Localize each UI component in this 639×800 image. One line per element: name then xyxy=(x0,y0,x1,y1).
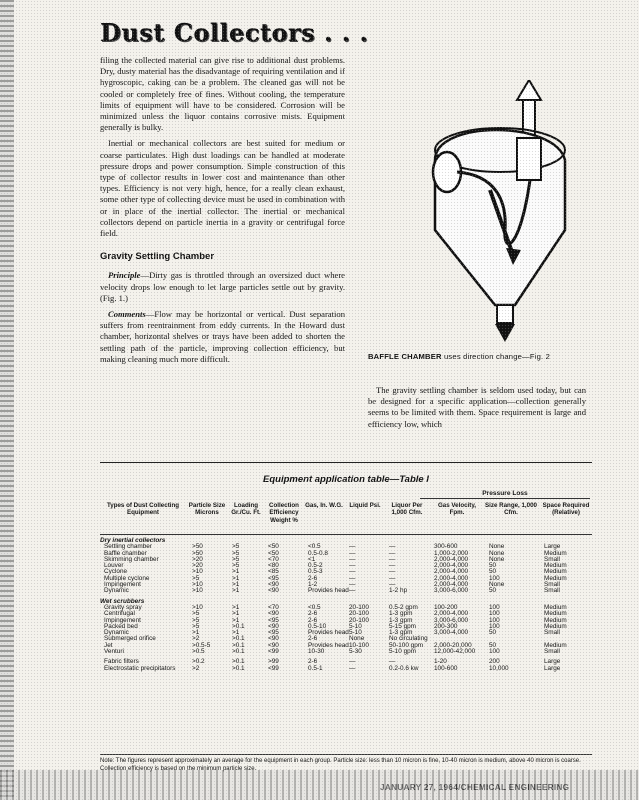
table-cell: 1,000-2,000 xyxy=(434,549,469,557)
hopper-outlet xyxy=(497,305,513,323)
table-cell: No circulating xyxy=(389,635,428,643)
table-cell: 2-6 xyxy=(308,658,318,666)
table-cell: <0.5 xyxy=(308,603,321,611)
table-cell: >50 xyxy=(192,549,203,557)
table-cell: 50-100 gpm xyxy=(389,641,424,649)
table-cell: Medium xyxy=(544,641,567,649)
table-cell: 3,000-6,000 xyxy=(434,587,469,595)
scan-edge-bottom xyxy=(0,770,639,800)
table-cell: >2 xyxy=(192,664,200,672)
table-cell: 100 xyxy=(489,622,500,630)
table-cell: — xyxy=(349,574,356,582)
table-cell: Provides head xyxy=(308,629,349,637)
table-cell: >10 xyxy=(192,581,203,589)
table-cell: Small xyxy=(544,587,560,595)
table-cell: <99 xyxy=(268,664,279,672)
table-cell: <80 xyxy=(268,562,279,570)
page-heading: Dust Collectors . . . xyxy=(100,18,369,47)
table-cell: <90 xyxy=(268,610,279,618)
table-cell: Medium xyxy=(544,568,567,576)
table-cell: >5 xyxy=(192,610,200,618)
table-cell: 0.5-1 xyxy=(308,664,323,672)
table-cell: >20 xyxy=(192,555,203,563)
table-cell: 50 xyxy=(489,568,497,576)
table-cell: <99 xyxy=(268,648,279,656)
table-cell: >10 xyxy=(192,587,203,595)
table-cell: 5-10 xyxy=(349,629,362,637)
table-cell: Centrifugal xyxy=(104,610,135,618)
column-header: Liquor Per 1,000 Cfm. xyxy=(391,502,423,517)
table-cell: 2,000-4,000 xyxy=(434,610,469,618)
table-cell: <0.5 xyxy=(308,543,321,551)
table-cell: Large xyxy=(544,664,561,672)
table-cell: None xyxy=(489,555,505,563)
run-in-heading: Principle xyxy=(108,270,141,281)
table-cell: <70 xyxy=(268,555,279,563)
table-cell: 2-6 xyxy=(308,616,318,624)
table-cell: <85 xyxy=(268,568,279,576)
table-cell: >20 xyxy=(192,562,203,570)
group-label: Dry inertial collectors xyxy=(100,537,166,544)
table-cell: 2-6 xyxy=(308,610,318,618)
table-cell: 0.5-3 xyxy=(308,568,323,576)
table-cell: 2,000-4,000 xyxy=(434,555,469,563)
table-cell: — xyxy=(389,562,396,570)
table-cell: — xyxy=(389,555,396,563)
section-heading: Gravity Settling Chamber xyxy=(100,251,215,263)
table-cell: 20-100 xyxy=(349,610,369,618)
table-cell: >5 xyxy=(232,562,240,570)
table-cell: Venturi xyxy=(104,648,124,656)
table-cell: 1-2 xyxy=(308,581,318,589)
run-in-heading: Comments xyxy=(108,309,146,320)
table-cell: >0.1 xyxy=(232,648,245,656)
table-cell: >1 xyxy=(232,610,240,618)
column-header: Gas Velocity, Fpm. xyxy=(437,502,477,517)
table-cell: 200-300 xyxy=(434,622,458,630)
table-cell: >0.1 xyxy=(232,664,245,672)
table-cell: >0.1 xyxy=(232,622,245,630)
table-cell: >1 xyxy=(232,603,240,611)
table-cell: 10,000 xyxy=(489,664,509,672)
table-cell: 50 xyxy=(489,641,497,649)
paragraph xyxy=(100,270,345,304)
table-title: Equipment application table—Table I xyxy=(263,474,429,485)
table-cell: >5 xyxy=(232,549,240,557)
table-cell: >10 xyxy=(192,568,203,576)
note-rule xyxy=(100,754,592,755)
table-cell: 0.5-2 gpm xyxy=(389,603,418,611)
paragraph: Inertial or mechanical collectors are best suited for medium or coarse particulates. High dust loadings can be handled at moderate pressure drops and power consumption. Simple construction of this type of collector results in lower cost and maintenance than other types. Efficiency is not very high, hence, for a really clean exhaust, some other type of collecting device must be used in combination with or in place of the inertial collector. The inertial or mechanical collectors depend on particle inertia in a gravity or centrifugal force field. xyxy=(100,138,345,239)
table-cell: Fabric filters xyxy=(104,658,139,666)
table-cell: 100 xyxy=(489,616,500,624)
table-cell: 0.5-0.8 xyxy=(308,549,328,557)
table-cell: 1-2 hp xyxy=(389,587,408,595)
table-cell: >1 xyxy=(232,629,240,637)
table-cell: 50 xyxy=(489,587,497,595)
table-cell: >5 xyxy=(192,574,200,582)
table-cell: 2,000-20,000 xyxy=(434,641,472,649)
table-cell: 2-6 xyxy=(308,574,318,582)
table-cell: <95 xyxy=(268,629,279,637)
table-cell: 20-100 xyxy=(349,603,369,611)
table-cell: >0.5 xyxy=(192,648,205,656)
table-cell: — xyxy=(349,555,356,563)
table-cell: 2,000-4,000 xyxy=(434,574,469,582)
table-cell: >1 xyxy=(232,581,240,589)
right-column xyxy=(368,385,586,430)
table-cell: >0.2 xyxy=(192,658,205,666)
table-cell: — xyxy=(349,549,356,557)
column-header: Collection Efficiency Weight % xyxy=(269,502,299,524)
column-header: Types of Dust Collecting Equipment xyxy=(106,502,180,517)
column-header: Loading Gr./Cu. Ft. xyxy=(231,502,261,517)
table-cell: Large xyxy=(544,543,561,551)
table-cell: 100 xyxy=(489,603,500,611)
table-cell: — xyxy=(349,587,356,595)
table-cell: Cyclone xyxy=(104,568,128,576)
table-cell: — xyxy=(349,543,356,551)
table-cell: Medium xyxy=(544,610,567,618)
table-cell: 5-10 xyxy=(349,622,362,630)
table-cell: <90 xyxy=(268,641,279,649)
table-cell: <90 xyxy=(268,581,279,589)
table-cell: 3,000-6,000 xyxy=(434,616,469,624)
table-cell: 50 xyxy=(489,562,497,570)
table-cell: 2,000-4,000 xyxy=(434,568,469,576)
column-header: Gas, In. W.G. xyxy=(305,502,343,509)
table-cell: >99 xyxy=(268,658,279,666)
table-cell: None xyxy=(489,549,505,557)
table-cell: Medium xyxy=(544,622,567,630)
table-cell: — xyxy=(349,581,356,589)
table-cell: Provides head xyxy=(308,587,349,595)
table-cell: Submerged orifice xyxy=(104,635,156,643)
table-cell: Gravity spray xyxy=(104,603,142,611)
table-cell: 2-6 xyxy=(308,635,318,643)
table-cell: 5-30 xyxy=(349,648,362,656)
table-cell: 200 xyxy=(489,658,500,666)
table-cell: >1 xyxy=(232,574,240,582)
table-cell: Louver xyxy=(104,562,124,570)
table-cell: >0.1 xyxy=(232,658,245,666)
table-cell: Small xyxy=(544,629,560,637)
table-cell: >0.5-5 xyxy=(192,641,211,649)
table-cell: Large xyxy=(544,658,561,666)
pressure-loss-header: Pressure Loss xyxy=(482,490,528,497)
column-header: Space Required (Relative) xyxy=(542,502,590,517)
table-cell: 5-10 gpm xyxy=(389,648,416,656)
table-cell: — xyxy=(389,549,396,557)
table-cell: 2,000-4,000 xyxy=(434,581,469,589)
table-cell: Provides head xyxy=(308,641,349,649)
table-cell: 12,000-42,000 xyxy=(434,648,476,656)
table-cell: — xyxy=(389,581,396,589)
table-cell: 20-100 xyxy=(349,616,369,624)
table-cell: <1 xyxy=(308,555,316,563)
table-cell: >2 xyxy=(192,635,200,643)
table-top-rule xyxy=(100,462,592,463)
table-cell: >1 xyxy=(232,568,240,576)
table-cell: <90 xyxy=(268,635,279,643)
table-note: Note: The figures represent approximately an average for the equipment in each group. Particle size: less than 10 micron is fine, 10-40 micron is medium, above 40 micron is coarse. Collection efficiency is based on the minimum particle size. xyxy=(100,758,581,772)
table-cell: >1 xyxy=(232,616,240,624)
paragraph-text: —Flow may be horizontal or vertical. Dust separation suffers from reentrainment from eddy currents. In the Howard dust chamber, horizontal shelves or trays have been added to shorten the settling path of the particle, improving collection efficiency, but making cleaning much more difficult. xyxy=(100,309,345,364)
table-cell: <50 xyxy=(268,543,279,551)
table-cell: — xyxy=(349,568,356,576)
paragraph: The gravity settling chamber is seldom used today, but can be designed for a specific application—collection generally seems to be limited with them. Space requirement is large and efficiency low, which xyxy=(368,385,586,429)
table-cell: Medium xyxy=(544,549,567,557)
table-cell: Multiple cyclone xyxy=(104,574,150,582)
table-cell: Small xyxy=(544,648,560,656)
table-cell: <95 xyxy=(268,574,279,582)
table-cell: >5 xyxy=(232,555,240,563)
table-cell: Jet xyxy=(104,641,113,649)
table-cell: Medium xyxy=(544,603,567,611)
table-row xyxy=(100,649,592,655)
caption-text: uses direction change—Fig. 2 xyxy=(443,352,551,361)
inlet-port xyxy=(433,152,461,192)
table-cell: 100-600 xyxy=(434,664,458,672)
table-cell: Medium xyxy=(544,562,567,570)
table-cell: <50 xyxy=(268,549,279,557)
table-cell: <70 xyxy=(268,603,279,611)
table-cell: >1 xyxy=(232,587,240,595)
discharge-arrow-icon xyxy=(495,324,515,342)
table-cell: 50 xyxy=(489,629,497,637)
table-cell: — xyxy=(349,664,356,672)
outlet-arrow-icon xyxy=(517,80,541,100)
table-cell: Impingement xyxy=(104,616,141,624)
table-cell: 0.2-0.6 kw xyxy=(389,664,419,672)
table-cell: 10-30 xyxy=(308,648,325,656)
table-cell: — xyxy=(389,574,396,582)
table-cell: 100 xyxy=(489,610,500,618)
table-cell: — xyxy=(349,562,356,570)
table-cell: <95 xyxy=(268,616,279,624)
table-cell: — xyxy=(389,568,396,576)
table-cell: 3,000-4,000 xyxy=(434,629,469,637)
table-cell: 1-3 gpm xyxy=(389,610,413,618)
table-cell: 100-200 xyxy=(434,603,458,611)
table-cell: 5-15 gpm xyxy=(389,622,416,630)
column-header: Size Range, 1,000 Cfm. xyxy=(485,502,537,517)
table-cell: — xyxy=(349,658,356,666)
table-cell: Dynamic xyxy=(104,629,129,637)
table-cell: Electrostatic precipitators xyxy=(104,664,176,672)
table-row xyxy=(100,588,592,594)
table-cell: 300-600 xyxy=(434,543,458,551)
table-cell: — xyxy=(389,543,396,551)
table-cell: Medium xyxy=(544,574,567,582)
table-cell: >5 xyxy=(232,543,240,551)
column-header: Liquid Psi. xyxy=(349,502,381,509)
table-cell: 0.5-10 xyxy=(308,622,327,630)
table-cell: Impingement xyxy=(104,581,141,589)
table-cell: >50 xyxy=(192,543,203,551)
table-cell: >1 xyxy=(192,629,200,637)
table-cell: 2,000-4,000 xyxy=(434,562,469,570)
table-cell: — xyxy=(389,658,396,666)
table-cell: None xyxy=(489,581,505,589)
table-cell: >0.1 xyxy=(232,641,245,649)
left-column xyxy=(100,55,345,370)
table-cell: 1-20 xyxy=(434,658,447,666)
table-cell: 100 xyxy=(489,574,500,582)
table-body xyxy=(100,538,592,676)
table-cell: Small xyxy=(544,555,560,563)
table-cell: 0.5-2 xyxy=(308,562,323,570)
table-cell: <90 xyxy=(268,587,279,595)
paragraph: filing the collected material can give rise to additional dust problems. Dry, dusty material has the disadvantage of requiring ventilation and if hygroscopic, caking can be a problem. The cleaned gas will not be cooled or completely free of fines. Without cooling, the temperature limits of equipment will have to be considered. Corrosion will be minimized unless the liquor contains corrosive mists. Equipment generally is bulky. xyxy=(100,55,345,133)
group-label: Wet scrubbers xyxy=(100,597,145,605)
pressure-loss-rule xyxy=(420,498,590,499)
table-head-rule xyxy=(100,534,592,535)
column-header: Particle Size Microns xyxy=(188,502,226,517)
table-row xyxy=(100,666,592,672)
inner-baffle xyxy=(517,138,541,180)
table-cell: >5 xyxy=(192,616,200,624)
table-cell: >0.1 xyxy=(232,635,245,643)
table-cell: Settling chamber xyxy=(104,543,152,551)
scan-edge-left xyxy=(0,0,14,800)
table-cell: 100 xyxy=(489,648,500,656)
table-cell: Skimming chamber xyxy=(104,555,159,563)
figure-caption xyxy=(368,352,550,361)
paragraph xyxy=(100,309,345,365)
page-footer: JANUARY 27, 1964/CHEMICAL ENGINEERING xyxy=(380,783,570,792)
table-cell: >5 xyxy=(192,622,200,630)
table-cell: 1-3 gpm xyxy=(389,629,413,637)
table-cell: <90 xyxy=(268,622,279,630)
table-cell: None xyxy=(489,543,505,551)
table-cell: 1-3 gpm xyxy=(389,616,413,624)
table-cell: Dynamic xyxy=(104,587,129,595)
table-cell: Baffle chamber xyxy=(104,549,147,557)
table-cell: Small xyxy=(544,581,560,589)
caption-lead: BAFFLE CHAMBER xyxy=(368,352,442,361)
table-cell: Packed bed xyxy=(104,622,138,630)
table-cell: None xyxy=(349,635,365,643)
table-cell: >10 xyxy=(192,603,203,611)
table-cell: Medium xyxy=(544,616,567,624)
baffle-chamber-figure xyxy=(395,80,595,350)
paragraph-text: —Dirty gas is throttled through an oversized duct where velocity drops low enough to let large particles settle out by gravity. (Fig. 1.) xyxy=(100,270,345,303)
group-spacer xyxy=(100,672,592,676)
table-cell: 10-100 xyxy=(349,641,369,649)
